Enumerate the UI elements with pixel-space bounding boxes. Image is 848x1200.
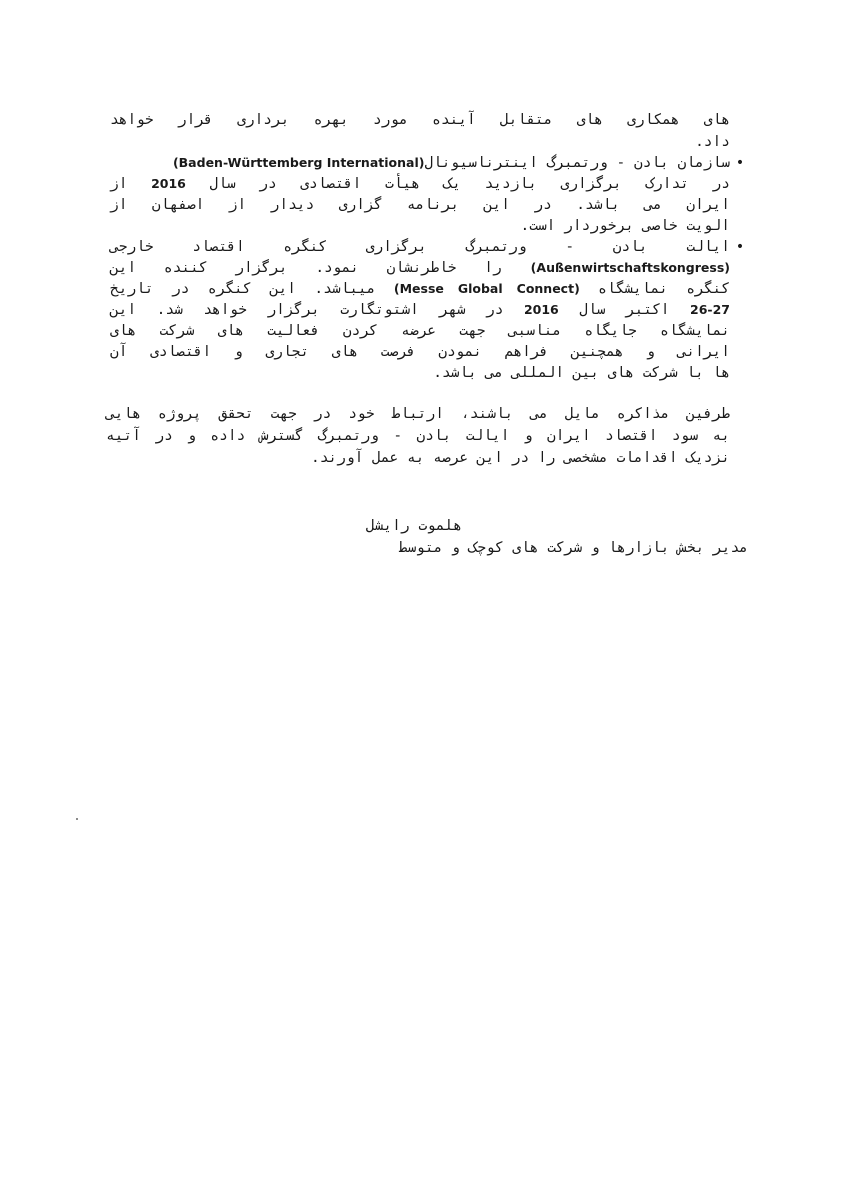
intro-line-2: داد. [695, 134, 730, 150]
text-segment: در شهر اشتوتگارت برگزار خواهد شد. این [110, 302, 524, 318]
bullet-1-line-2 [110, 174, 730, 194]
text-segment: را خاطرنشان نمود. برگزار کننده این [110, 260, 531, 276]
closing-line-1: طرفین مذاکره مایل می باشند، ارتباط خود در جهت تحقق پروژه هایی [106, 406, 730, 422]
bullet-2-line-1: ایالت بادن - ورتمبرگ برگزاری کنگره اقتصاد خارجی [110, 239, 730, 255]
bullet-2-line-5: نمایشگاه جایگاه مناسبی جهت عرضه کردن فعالیت های شرکت های [110, 323, 730, 339]
text-segment: میباشد. این کنگره در تاریخ [110, 281, 394, 297]
bullet-2-line-2 [110, 258, 730, 278]
year: 2016 [151, 176, 186, 191]
bullet-1-line-3: ایران می باشد. در این برنامه گزاری دیدار از اصفهان از [110, 197, 730, 213]
date-range: 26-27 [690, 302, 730, 317]
scan-speck [76, 818, 78, 820]
closing-line-3: نزدیک اقدامات مشخصی را در این عرصه به عمل آورند. [310, 450, 730, 466]
closing-line-2: به سود اقتصاد ایران و ایالت بادن - ورتمبرگ گسترش داده و در آتیه [106, 428, 730, 444]
bullet-marker: • [735, 239, 745, 255]
org-name-latin: (Baden-Württemberg International) [172, 155, 425, 170]
bullet-2-line-6: ایرانی و همچنین فراهم نمودن فرصت های تجاری و اقتصادی آن [110, 344, 730, 360]
signatory-name: هلموت رایشل [365, 518, 462, 534]
bullet-marker: • [735, 155, 745, 171]
signatory-title: مدیر بخش بازارها و شرکت های کوچک و متوسط [398, 540, 748, 556]
text-segment: در تدارک برگزاری بازدید یک هیأت اقتصادی در سال [185, 176, 730, 192]
text-segment: سازمان بادن - ورتمبرگ اینترناسیونال [424, 155, 730, 171]
text-segment: از [110, 176, 152, 192]
organizer-name-latin: (Messe Global Connect) [393, 281, 580, 296]
year: 2016 [523, 302, 559, 317]
bullet-1-line-1 [110, 153, 730, 173]
bullet-2-line-3 [110, 279, 730, 299]
bullet-2-line-7: ها با شرکت های بین المللی می باشد. [433, 365, 730, 381]
congress-name-latin: (Außenwirtschaftskongress) [530, 260, 730, 275]
text-segment: کنگره نمایشگاه [579, 281, 730, 297]
intro-line-1: های همکاری های متقابل آینده مورد بهره برداری قرار خواهد [110, 112, 730, 128]
text-segment: اکتبر سال [558, 302, 691, 318]
bullet-2-line-4 [110, 300, 730, 320]
bullet-1-line-4: الویت خاصی برخوردار است. [520, 218, 730, 234]
